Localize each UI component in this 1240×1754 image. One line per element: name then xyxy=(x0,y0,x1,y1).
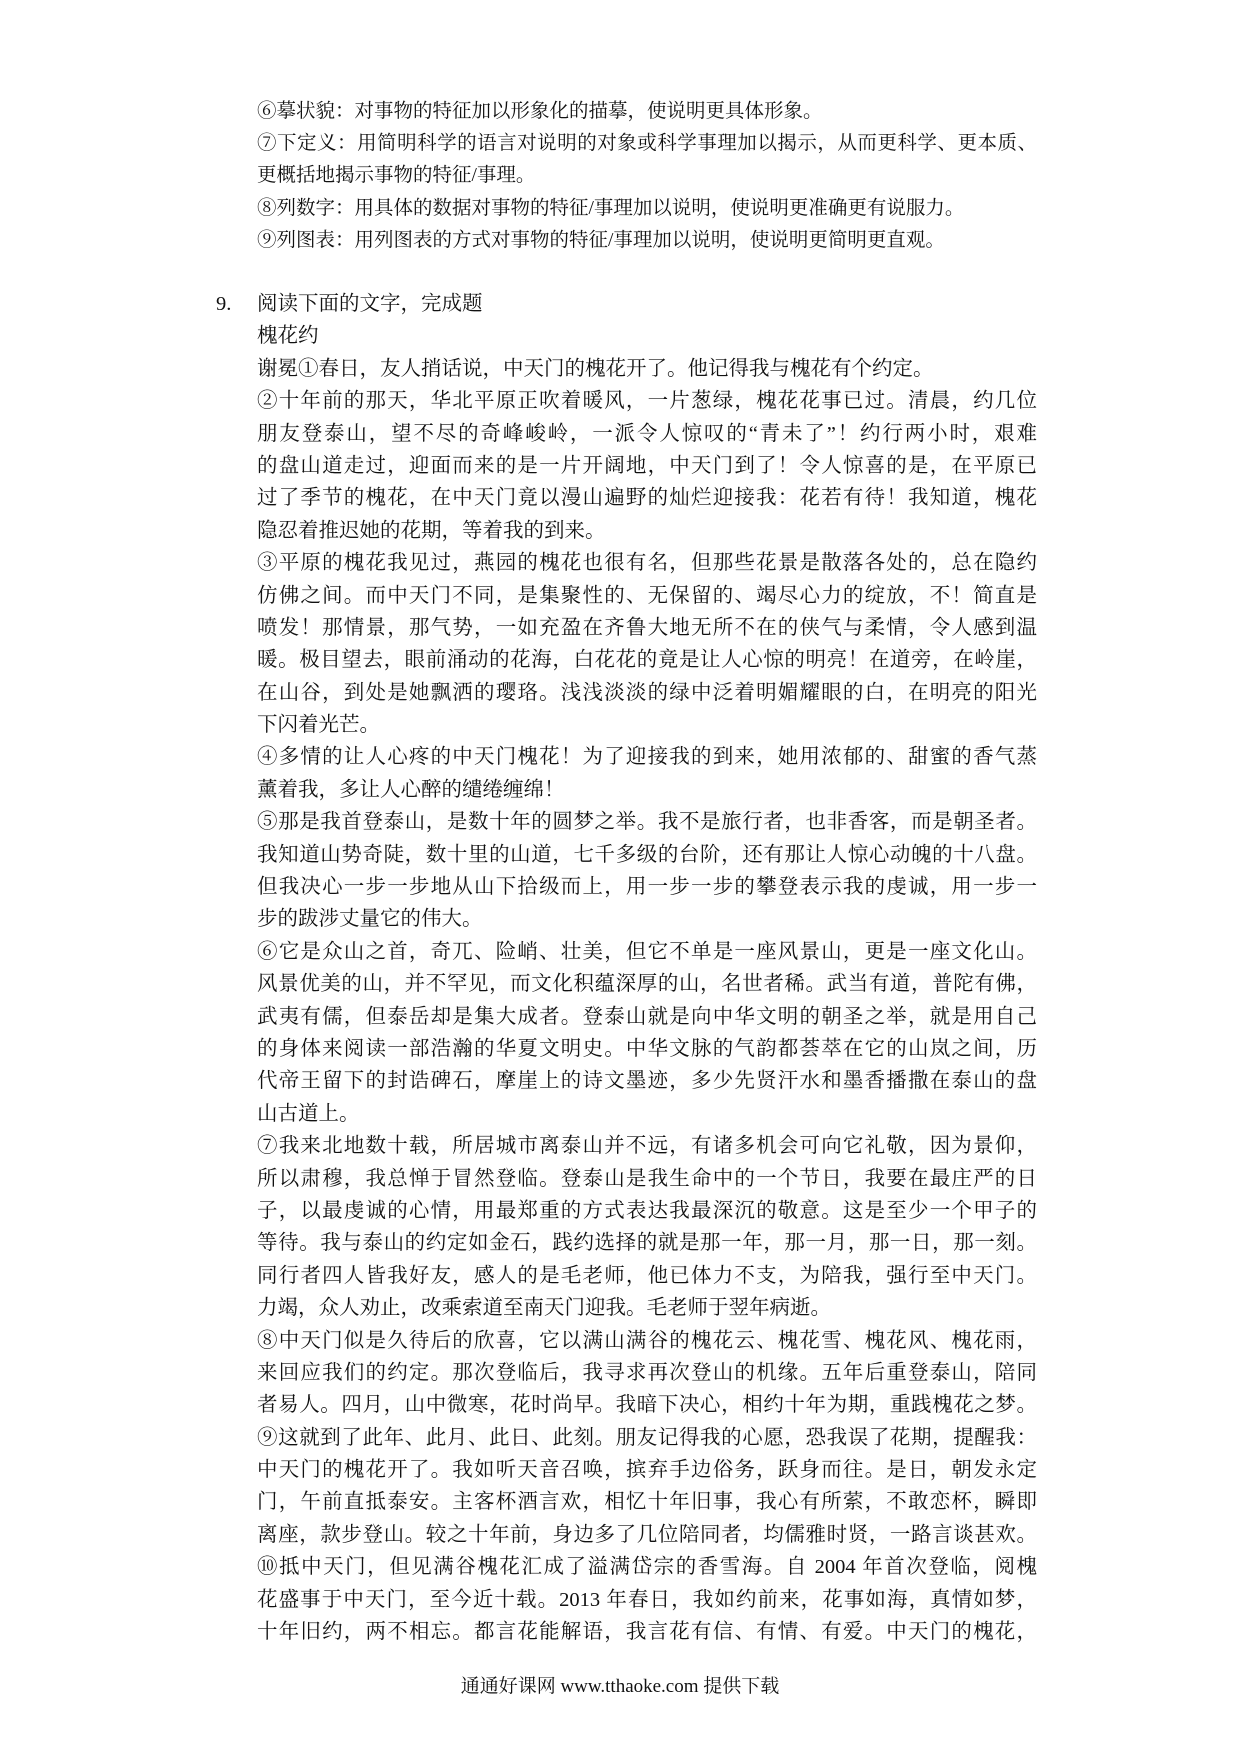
text-line: 仿佛之间。而中天门不同，是集聚性的、无保留的、竭尽心力的绽放，不！简直是 xyxy=(257,584,1037,607)
text-line xyxy=(257,353,1037,385)
text-line: 所以肃穆，我总惮于冒然登临。登泰山是我生命中的一个节日，我要在最庄严的日 xyxy=(257,1167,1037,1190)
text-line: 力竭，众人劝止，改乘索道至南天门迎我。毛老师于翌年病逝。 xyxy=(257,1297,831,1320)
text-line: 的盘山道走过，迎面而来的是一片开阔地，中天门到了！令人惊喜的是，在平原已 xyxy=(257,454,1037,477)
article-author: 谢冕 xyxy=(257,357,298,380)
text-line: ⑩抵中天门，但见满谷槐花汇成了溢满岱宗的香雪海。自 2004 年首次登临，阅槐 xyxy=(257,1556,1037,1579)
question-prompt: 阅读下面的文字，完成题 xyxy=(257,293,483,315)
text-line: 下闪着光芒。 xyxy=(257,714,380,737)
text-line: ⑥摹状貌：对事物的特征加以形象化的描摹，使说明更具体形象。 xyxy=(257,101,823,122)
method-item xyxy=(257,96,1037,128)
text-line: ⑧中天门似是久待后的欣喜，它以满山满谷的槐花云、槐花雪、槐花风、槐花雨， xyxy=(257,1329,1037,1352)
page-footer: 通通好课网 www.tthaoke.com 提供下载 xyxy=(460,1676,780,1697)
method-item xyxy=(257,225,1037,257)
text-line: 步的跋涉丈量它的伟大。 xyxy=(257,908,483,931)
text-line: 的身体来阅读一部浩瀚的华夏文明史。中华文脉的气韵都荟萃在它的山岚之间，历 xyxy=(257,1037,1037,1060)
text-line: 薰着我，多让人心醉的缱绻缠绵！ xyxy=(257,778,565,801)
text-line: ⑧列数字：用具体的数据对事物的特征/事理加以说明，使说明更准确更有说服力。 xyxy=(257,197,965,219)
text-line: 十年旧约，两不相忘。都言花能解语，我言花有信、有情、有爱。中天门的槐花， xyxy=(257,1621,1037,1644)
text-line: 来回应我们的约定。那次登临后，我寻求再次登山的机缘。五年后重登泰山，陪同 xyxy=(257,1361,1037,1384)
text-line: 中天门的槐花开了。我如听天音召唤，摈弃手边俗务，跃身而往。是日，朝发永定 xyxy=(257,1459,1037,1482)
article-title: 槐花约 xyxy=(257,325,319,348)
paragraph xyxy=(257,547,1037,741)
paragraph-text: ①春日，友人捎话说，中天门的槐花开了。他记得我与槐花有个约定。 xyxy=(298,357,934,380)
text-line: 更概括地揭示事物的特征/事理。 xyxy=(257,165,536,187)
paragraph xyxy=(257,353,1037,385)
paragraph xyxy=(257,936,1037,1130)
text-line: 代帝王留下的封诰碑石，摩崖上的诗文墨迹，多少先贤汗水和墨香播撒在泰山的盘 xyxy=(257,1070,1037,1093)
text-line: 花盛事于中天门，至今近十载。2013 年春日，我如约前来，花事如海，真情如梦， xyxy=(257,1588,1037,1611)
text-line: ③平原的槐花我见过，燕园的槐花也很有名，但那些花景是散落各处的，总在隐约 xyxy=(257,552,1037,575)
text-line: 但我决心一步一步地从山下拾级而上，用一步一步的攀登表示我的虔诚，用一步一 xyxy=(257,876,1037,899)
methods-list xyxy=(257,96,1037,257)
text-line: 风景优美的山，并不罕见，而文化积蕴深厚的山，名世者稀。武当有道，普陀有佛， xyxy=(257,973,1037,996)
text-line: 子，以最虔诚的心情，用最郑重的方式表达我最深沉的敬意。这是至少一个甲子的 xyxy=(257,1199,1037,1222)
text-line: ⑦下定义：用简明科学的语言对说明的对象或科学事理加以揭示，从而更科学、更本质、 xyxy=(257,133,1037,155)
method-item xyxy=(257,128,1037,192)
text-line: 我知道山势奇陡，数十里的山道，七千多级的台阶，还有那让人惊心动魄的十八盘。 xyxy=(257,843,1037,866)
text-line: 山古道上。 xyxy=(257,1102,360,1125)
text-line: ⑤那是我首登泰山，是数十年的圆梦之举。我不是旅行者，也非香客，而是朝圣者。 xyxy=(257,811,1037,834)
paragraph xyxy=(257,806,1037,936)
question-header xyxy=(216,288,1037,320)
question-number: 9. xyxy=(216,293,232,315)
text-line: ⑥它是众山之首，奇兀、险峭、壮美，但它不单是一座风景山，更是一座文化山。 xyxy=(257,940,1037,963)
paragraph xyxy=(257,741,1037,806)
text-line: 暖。极目望去，眼前涌动的花海，白花花的竟是让人心惊的明亮！在道旁，在岭崖， xyxy=(257,649,1037,672)
text-line: 隐忍着推迟她的花期，等着我的到来。 xyxy=(257,519,606,542)
text-line: ⑦我来北地数十载，所居城市离泰山并不远，有诸多机会可向它礼敬，因为景仰， xyxy=(257,1135,1037,1158)
text-line: 同行者四人皆我好友，感人的是毛老师，他已体力不支，为陪我，强行至中天门。 xyxy=(257,1264,1037,1287)
question-9 xyxy=(216,288,1037,1648)
paragraph xyxy=(257,1422,1037,1552)
text-line: ④多情的让人心疼的中天门槐花！为了迎接我的到来，她用浓郁的、甜蜜的香气蒸 xyxy=(257,746,1037,769)
method-item xyxy=(257,193,1037,225)
text-line: 在山谷，到处是她飘洒的璎珞。浅浅淡淡的绿中泛着明媚耀眼的白，在明亮的阳光 xyxy=(257,681,1037,704)
text-line: 过了季节的槐花，在中天门竟以漫山遍野的灿烂迎接我：花若有待！我知道，槐花 xyxy=(257,487,1037,510)
paragraph xyxy=(257,1551,1037,1648)
text-line: ⑨这就到了此年、此月、此日、此刻。朋友记得我的心愿，恐我误了花期，提醒我： xyxy=(257,1426,1037,1449)
text-line: 喷发！那情景，那气势，一如充盈在齐鲁大地无所不在的侠气与柔情，令人感到温 xyxy=(257,616,1037,639)
text-line: 朋友登泰山，望不尽的奇峰峻岭，一派令人惊叹的“青未了”！约行两小时，艰难 xyxy=(257,422,1037,445)
text-line: ②十年前的那天，华北平原正吹着暖风，一片葱绿，槐花花事已过。清晨，约几位 xyxy=(257,390,1037,413)
text-line: 门，午前直抵泰安。主客杯酒言欢，相忆十年旧事，我心有所萦，不敢恋杯，瞬即 xyxy=(257,1491,1037,1514)
text-line: 离座，款步登山。较之十年前，身边多了几位陪同者，均儒雅时贤，一路言谈甚欢。 xyxy=(257,1523,1037,1546)
text-line: 武夷有儒，但泰岳却是集大成者。登泰山就是向中华文明的朝圣之举，就是用自己 xyxy=(257,1005,1037,1028)
paragraph xyxy=(257,385,1037,547)
text-line: 等待。我与泰山的约定如金石，践约选择的就是那一年，那一月，那一日，那一刻。 xyxy=(257,1232,1037,1255)
text-line: 者易人。四月，山中微寒，花时尚早。我暗下决心，相约十年为期，重践槐花之梦。 xyxy=(257,1394,1037,1417)
paragraph xyxy=(257,1130,1037,1324)
paragraph xyxy=(257,1325,1037,1422)
text-line: ⑨列图表：用列图表的方式对事物的特征/事理加以说明，使说明更简明更直观。 xyxy=(257,229,945,251)
